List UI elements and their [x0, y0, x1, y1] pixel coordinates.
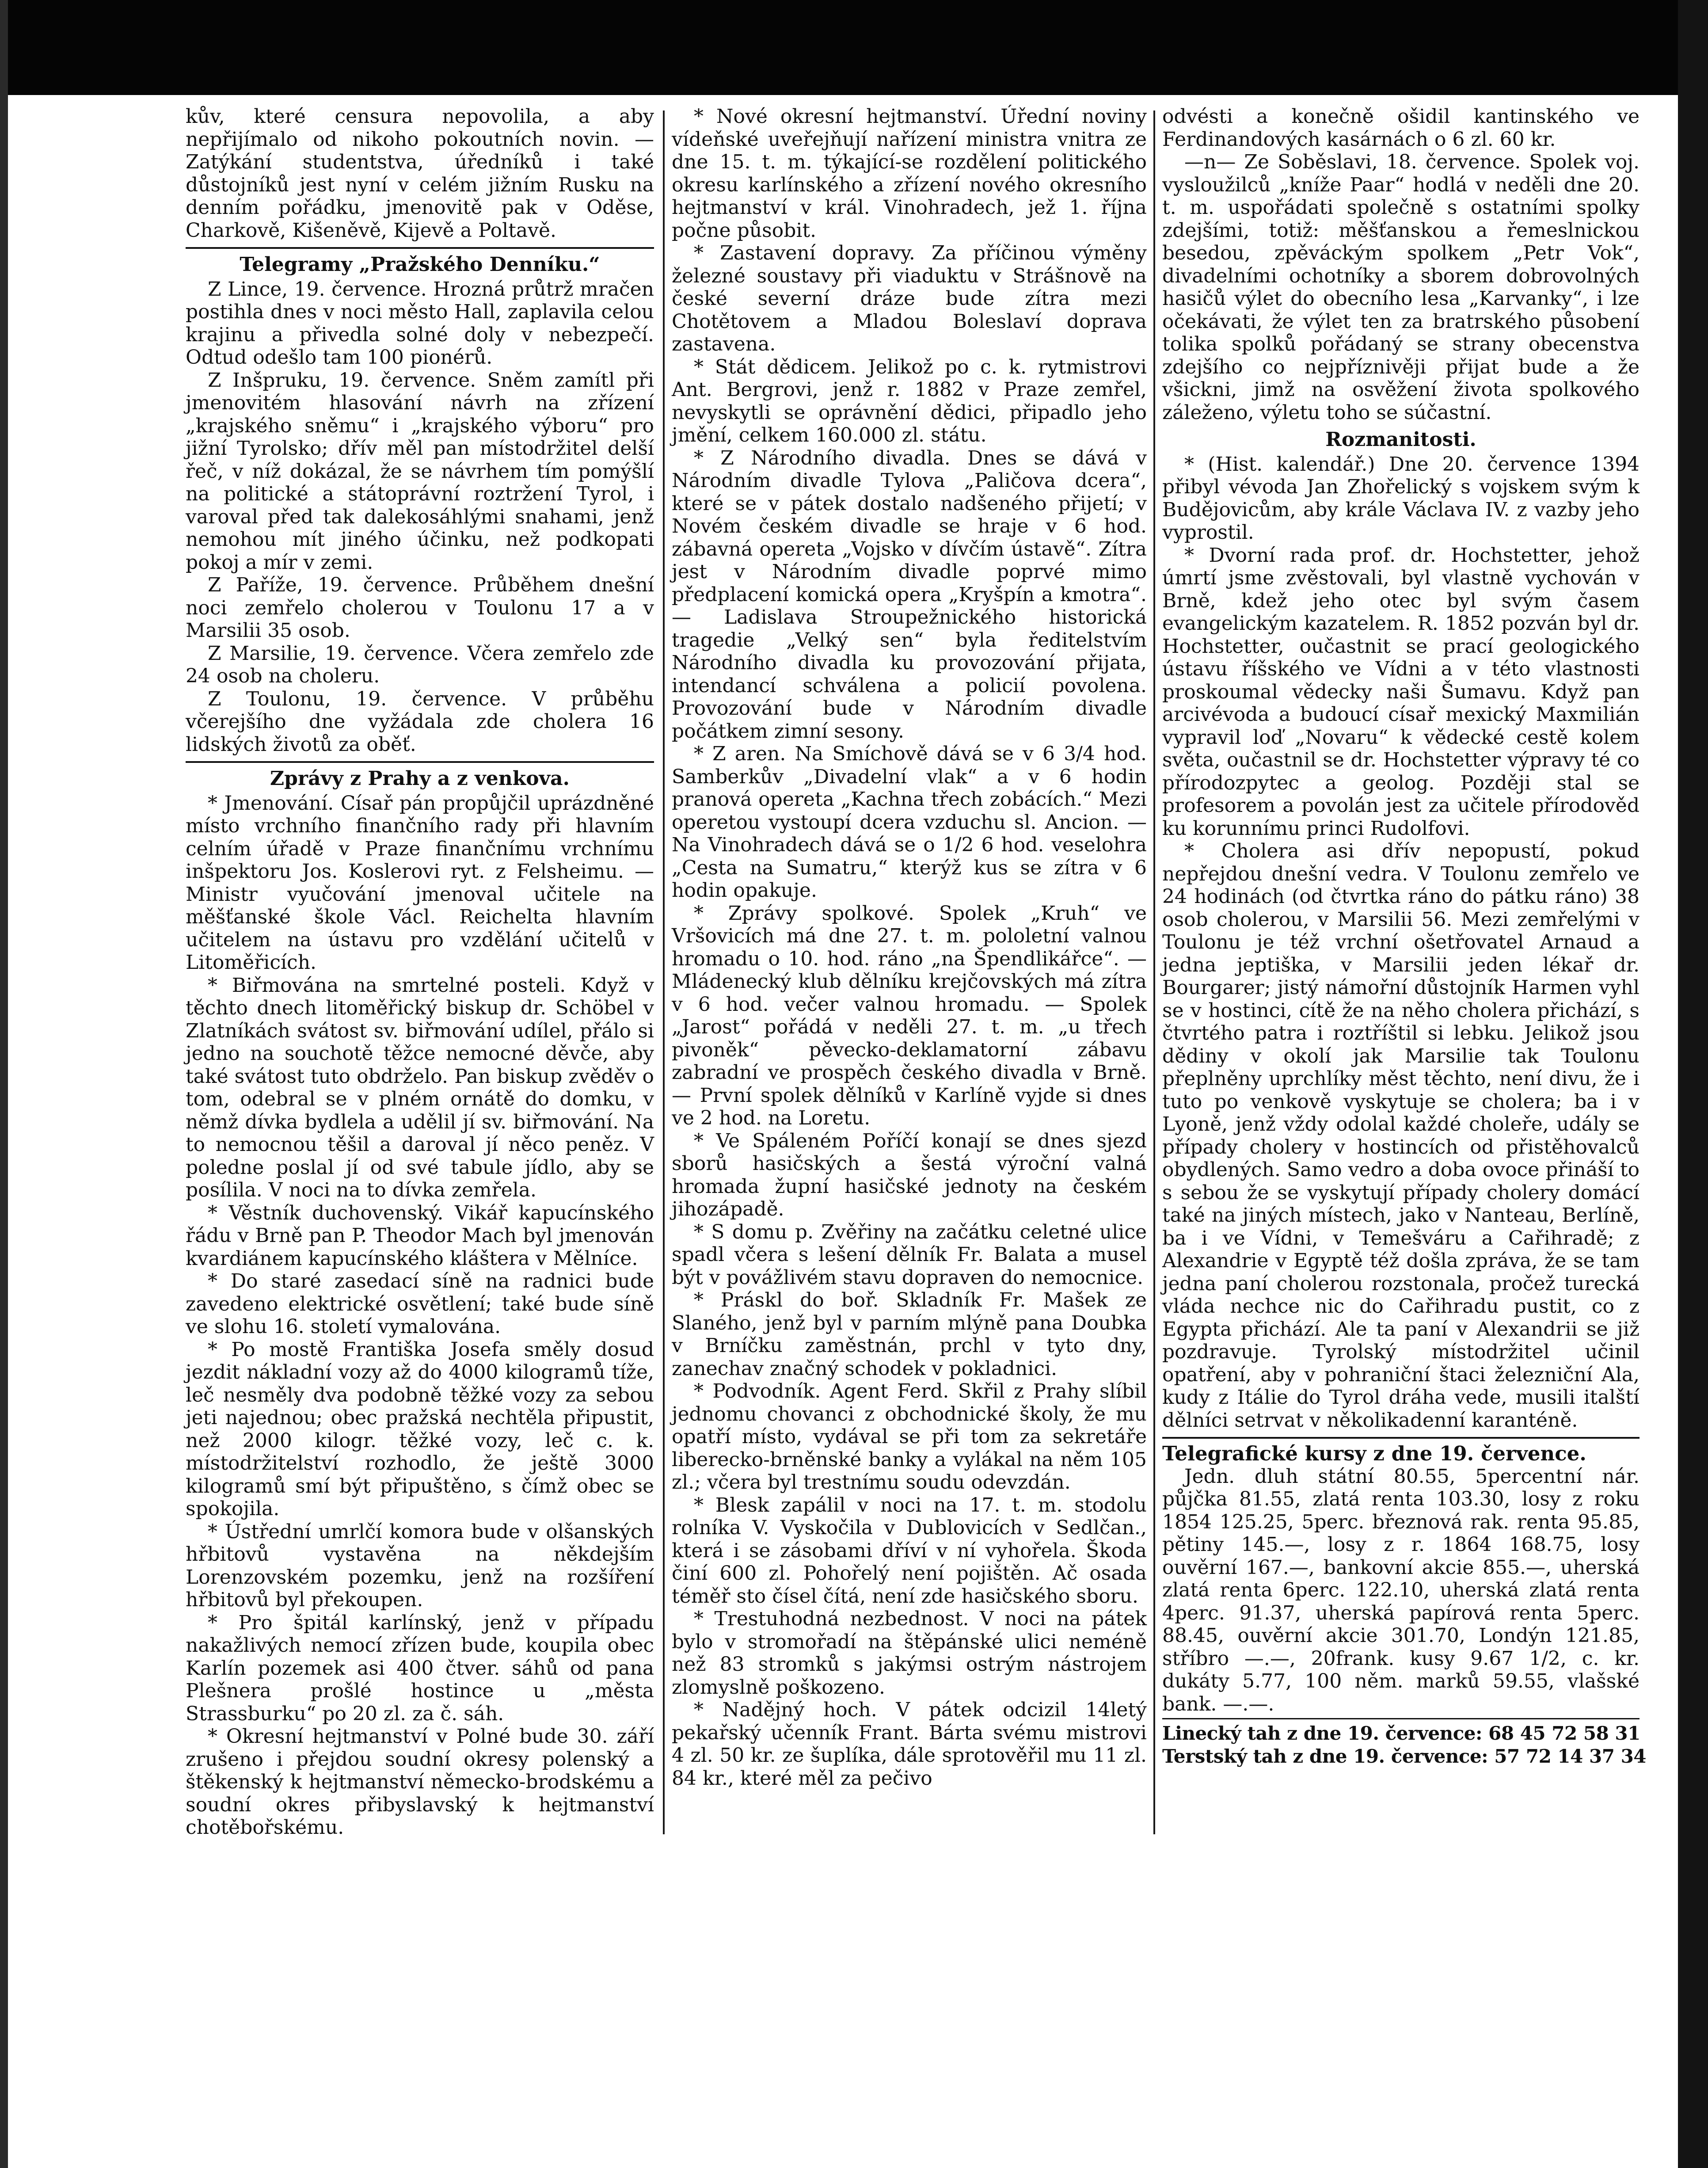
- news-item: * S domu p. Zvěřiny na začátku celetné ulice spadl včera s lešení dělník Fr. Balata a musel být v povážlivém stavu dopraven do nemocnice.: [672, 1220, 1147, 1289]
- news-heading: Zprávy z Prahy a z venkova.: [270, 767, 570, 790]
- intro-paragraph: kův, které censura nepovolila, a aby nepřijímalo od nikoho pokoutních novin. — Zatýkání studentstva, úředníků i také důstojníků jest nyní v celém jižním Rusku na denním pořádku, jmenovitě pak v Oděse, Charkově, Kišeněvě, Kijevě a Poltavě.: [186, 105, 654, 242]
- news-item: * Okresní hejtmanství v Polné bude 30. září zrušeno i přejdou soudní okresy polenský a štěkenský k hejtmanství německo-brodskému a soudní okres přibyslavský k hejtmanství chotěbořskému.: [186, 1725, 654, 1839]
- telegram-item: Z Paříže, 19. července. Průběhem dnešní noci zemřelo cholerou v Toulonu 17 a v Marsilii 35 osob.: [186, 574, 654, 642]
- section-rule: [186, 761, 654, 763]
- news-item: * Věstník duchovenský. Vikář kapucínského řádu v Brně pan P. Theodor Mach byl jmenován kvardiánem kapucínského kláštera v Mělníce.: [186, 1201, 654, 1270]
- news-item: —n— Ze Soběslavi, 18. července. Spolek voj. vysloužilců „kníže Paar“ hodlá v neděli dne 20. t. m. uspořádati společně s ostatními spolky zdejšími, totiž: měšťanskou a řemeslnickou besedou, zpěváckým spolkem „Petr Vok“, divadelními ochotníky a sborem dobrovolných hasičů výlet do obecního lesa „Karvanky“, i lze očekávati, že výlet ten za bratrského působení tolika spolků pořádaný se strany obecenstva zdejšího co nejpříznivěji přijat bude a že všickni, jimž na osvěžení života spolkového záleženo, výletu toho se súčastní.: [1162, 151, 1640, 424]
- telegram-heading: Telegramy „Pražského Denníku.“: [240, 253, 600, 276]
- telegram-item: Z Marsilie, 19. července. Včera zemřelo zde 24 osob na choleru.: [186, 642, 654, 687]
- news-item: * Podvodník. Agent Ferd. Skřil z Prahy slíbil jednomu chovanci z obchodnické školy, že mu opatří místo, vydával se při tom za sekretáře liberecko-brněnské banky a vylákal na něm 105 zl.; včera byl trestnímu soudu odevzdán.: [672, 1380, 1147, 1494]
- column-rule-2: [1153, 110, 1155, 1834]
- news-item: * Pro špitál karlínský, jenž v případu nakažlivých nemocí zřízen bude, koupila obec Karlín pozemek asi 400 čtver. sáhů od pana Plešnera prošlé hostince u „města Strassburku“ po 20 zl. za č. sáh.: [186, 1611, 654, 1725]
- column-2: [672, 105, 1147, 1790]
- news-item: * Z aren. Na Smíchově dává se v 6 3/4 hod. Samberkův „Divadelní vlak“ a v 6 hodin pranová opereta „Kachna třech zobácích.“ Mezi operetou vystoupí dcera vzduchu sl. Ancion. — Na Vinohradech dává se o 1/2 6 hod. veselohra „Cesta na Sumatru,“ kterýž kus se zítra v 6 hodin opakuje.: [672, 743, 1147, 902]
- lottery-draws: [1162, 1722, 1647, 1768]
- news-item: * Nové okresní hejtmanství. Úřední noviny vídeňské uveřejňují nařízení ministra vnitra ze dne 15. t. m. týkající-se rozdělení politického okresu karlínského a zřízení nového okresního hejtmanství v král. Vinohradech, jež 1. října počne působit.: [672, 105, 1147, 242]
- news-item: * Do staré zasedací síně na radnici bude zavedeno elektrické osvětlení; také bude síně ve slohu 16. století vymalována.: [186, 1270, 654, 1338]
- news-item: * Cholera asi dřív nepopustí, pokud nepřejdou dnešní vedra. V Toulonu zemřelo ve 24 hodinách (od čtvrtka ráno do pátku ráno) 38 osob cholerou, v Marsilii 56. Mezi zemřelými v Toulonu je též vrchní ošetřovatel Arnaud a jedna jeptiška, v Marsilii jeden lékař dr. Bourgarer; jistý námořní důstojník Harmen vyhl se v hostinci, cítě že na něho cholera přichází, s čtvrtého patra i roztříštil si lebku. Jelikož jsou dědiny v okolí jak Marsilie tak Toulonu přeplněny uprchlíky měst těchto, není divu, že i tuto po venkově vyskytuje se cholera; ba i v Lyoně, jenž vždy odolal každé choleře, udály se případy cholery v hostincích od přistěhovalců obydlených. Samo vedro a doba ovoce přináší to s sebou že se vyskytují případy cholery domácí také na jiných místech, jako v Nanteau, Berlíně, ba i ve Vídni, v Temešváru a Cařihradě; z Alexandrie v Egyptě též došla zpráva, že se tam jedna paní cholerou rozstonala, pročež turecká vláda nechce nic do Cařihradu pustit, co z Egypta přichází. Ale ta paní v Alexandrii se již pozdravuje. Tyrolský místodržitel učinil opatření, aby v pohraniční štaci železniční Ala, kudy z Itálie do Tyrol dráha vede, musili italští dělníci setrvat v několikadenní karanténě.: [1162, 840, 1640, 1432]
- scan-border-left: [0, 0, 8, 2168]
- news-item: * Ve Spáleném Poříčí konají se dnes sjezd sborů hasičských a šestá výroční valná hromada župní hasičské jednoty na českém jihozápadě.: [672, 1129, 1147, 1220]
- news-item: * Jmenování. Císař pán propůjčil uprázdněné místo vrchního finančního rady při hlavním celním úřadě v Praze finančnímu vrchnímu inšpektoru Jos. Koslerovi ryt. z Felsheimu. — Ministr vyučování jmenoval učitele na měšťanské škole Václ. Reichelta hlavním učitelem na ústavu pro vzdělání učitelů v Litoměřicích.: [186, 792, 654, 974]
- exchange-rates-heading: Telegrafické kursy z dne 19. července.: [1162, 1442, 1586, 1465]
- exchange-rates-text: Jedn. dluh státní 80.55, 5percentní nár. půjčka 81.55, zlatá renta 103.30, losy z roku 1854 125.25, 5perc. březnová rak. renta 95.85, pětiny 145.—, losy z r. 1864 168.75, losy ouvěrní 167.—, bankovní akcie 855.—, uherská zlatá renta 6perc. 122.10, uherská zlatá renta 4perc. 91.37, uherská papírová renta 5perc. 88.45, ouvěrní akcie 301.70, Londýn 121.85, stříbro —.—, 20frank. kusy 9.67 1/2, c. kr. dukáty 5.77, 100 něm. marků 59.55, vlašské bank. —.—.: [1162, 1465, 1640, 1715]
- lottery-draw-trieste: Terstský tah z dne 19. července: 57 72 14 37 34: [1162, 1745, 1647, 1767]
- news-item: * Zastavení dopravy. Za příčinou výměny železné soustavy při viaduktu v Strášnově na české severní dráze bude zítra mezi Chotětovem a Mladou Boleslaví doprava zastavena.: [672, 242, 1147, 355]
- telegram-item: Z Lince, 19. července. Hrozná průtrž mračen postihla dnes v noci město Hall, zaplavila celou krajinu a přivedla solné doly v nebezpečí. Odtud odešlo tam 100 pionérů.: [186, 278, 654, 369]
- news-item: * Dvorní rada prof. dr. Hochstetter, jehož úmrtí jsme zvěstovali, byl vlastně vychován v Brně, kdež jeho otec byl svým časem evangelickým kazatelem. R. 1852 pozván byl dr. Hochstetter, oučastnit se prací geologického ústavu říšského ve Vídni a v této vlastnosti proskoumal vědecky naši Šumavu. Když pan arcivévoda a budoucí císař mexický Maxmilián vypravil loď „Novaru“ k vědecké cestě kolem světa, oučastnil se dr. Hochstetter výpravy té co přírodozpytec a geolog. Později stal se profesorem a povolán jest za učitele přírodověd ku korunnímu princi Rudolfovi.: [1162, 544, 1640, 840]
- scan-border-top: [0, 0, 1708, 95]
- column-3: [1162, 105, 1647, 1768]
- column-rule-1: [663, 110, 665, 1834]
- news-item: * Práskl do boř. Skladník Fr. Mašek ze Slaného, jenž byl v parním mlýně pana Doubka v Brníčku zaměstnán, prchl v tyto dny, zanechav značný schodek v pokladnici.: [672, 1289, 1147, 1380]
- news-item: * Biřmována na smrtelné posteli. Když v těchto dnech litoměřický biskup dr. Schöbel v Zlatníkách svátost sv. biřmování udílel, přálo si jedno na souchotě těžce nemocné děvče, aby také svátost tuto obdrželo. Pan biskup zvěděv o tom, odebral se v plném ornátě do domku, v němž dívka bydlela a udělil jí sv. biřmování. Na to nemocnou těšil a daroval jí něco peněz. V poledne poslal jí od své tabule jídlo, aby se posílila. V noci na to dívka zemřela.: [186, 974, 654, 1201]
- news-item: * Z Národního divadla. Dnes se dává v Národním divadle Tylova „Paličova dcera“, které se v pátek dostalo nadšeného přijetí; v Novém českém divadle se hraje v 6 hod. zábavná opereta „Vojsko v dívčím ústavě“. Zítra jest v Národním divadle poprvé mimo předplacení komická opera „Kryšpín a kmotra“. — Ladislava Stroupežnického historická tragedie „Velký sen“ byla ředitelstvím Národního divadla ku provozování přijata, intendancí schválena a policií povolena. Provozování bude v Národním divadle počátkem zimní sesony.: [672, 446, 1147, 743]
- news-item: * Zprávy spolkové. Spolek „Kruh“ ve Vršovicích má dne 27. t. m. pololetní valnou hromadu o 10. hod. ráno „na Špendlikářce“. — Mládenecký klub dělníku krejčovských má zítra v 6 hod. večer valnou hromadu. — Spolek „Jarost“ pořádá v neděli 27. t. m. „u třech pivoněk“ pěvecko-deklamatorní zábavu zabradní ve prospěch českého divadla v Brně. — První spolek dělníků v Karlíně vyjde si dnes ve 2 hod. na Loretu.: [672, 902, 1147, 1129]
- lottery-draw-linz: Linecký tah z dne 19. července: 68 45 72 58 31: [1162, 1722, 1640, 1744]
- news-item: * Ústřední umrlčí komora bude v olšanských hřbitovů vystavěna na někdejším Lorenzovském pozemku, jenž na rozšíření hřbitovů byl překoupen.: [186, 1520, 654, 1611]
- news-item: * Trestuhodná nezbednost. V noci na pátek bylo v stromořadí na štěpánské ulici neméně než 83 stromků s jakýmsi ostrým nástrojem zlomyslně poškozeno.: [672, 1608, 1147, 1699]
- telegram-item: Z Inšpruku, 19. července. Sněm zamítl při jmenovitém hlasování návrh na zřízení „krajského sněmu“ i „krajského výboru“ pro jižní Tyrolsko; dřív měl pan místodržitel delší řeč, v níž dokázal, že se návrhem tím pomýšlí na politické a státoprávní roztržení Tyrol, i varoval před tak dalekosáhlými snahami, jenž nemohou mít jiného účinku, než podkopati pokoj a mír v zemi.: [186, 369, 654, 574]
- section-rule: [1162, 1718, 1640, 1719]
- news-item: * (Hist. kalendář.) Dne 20. července 1394 přibyl vévoda Jan Zhořelický s vojskem svým k Budějovicům, aby krále Václava IV. z vazby jeho vyprostil.: [1162, 453, 1640, 544]
- news-item: * Blesk zapálil v noci na 17. t. m. stodolu rolníka V. Vyskočila v Dublovicích v Sedlčan., která i se zásobami dříví v ní vyhořela. Škoda činí 600 zl. Pohořelý není pojištěn. Ač osada téměř sto čísel čítá, není zde hasičského sboru.: [672, 1494, 1147, 1608]
- news-item: * Po mostě Františka Josefa směly dosud jezdit nákladní vozy až do 4000 kilogramů tíže, leč nesměly dva podobně těžké vozy za sebou jeti najednou; obec pražská nechtěla připustit, než 2000 kilogr. těžké vozy, leč c. k. místodržitelství rozhodlo, že ještě 3000 kilogramů smí být připuštěno, s čímž obec se spokojila.: [186, 1338, 654, 1520]
- rozmanitosti-heading: Rozmanitosti.: [1325, 428, 1476, 451]
- news-item: * Nadějný hoch. V pátek odcizil 14letý pekařský učenník Frant. Bárta svému mistrovi 4 zl. 50 kr. ze šuplíka, dále sprotověřil mu 11 zl. 84 kr., které měl za pečivo: [672, 1699, 1147, 1790]
- continued-paragraph: odvésti a konečně ošidil kantinského ve Ferdinandových kasárnách o 6 zl. 60 kr.: [1162, 105, 1640, 151]
- telegram-item: Z Toulonu, 19. července. V průběhu včerejšího dne vyžádala zde cholera 16 lidských životů za oběť.: [186, 687, 654, 756]
- news-item: * Stát dědicem. Jelikož po c. k. rytmistrovi Ant. Bergrovi, jenž r. 1882 v Praze zemřel, nevyskytli se oprávnění dědici, připadlo jeho jmění, celkem 160.000 zl. státu.: [672, 355, 1147, 446]
- section-rule: [186, 247, 654, 249]
- column-1: [186, 105, 654, 1839]
- section-rule: [1162, 1437, 1640, 1439]
- scan-border-right: [1678, 0, 1708, 2168]
